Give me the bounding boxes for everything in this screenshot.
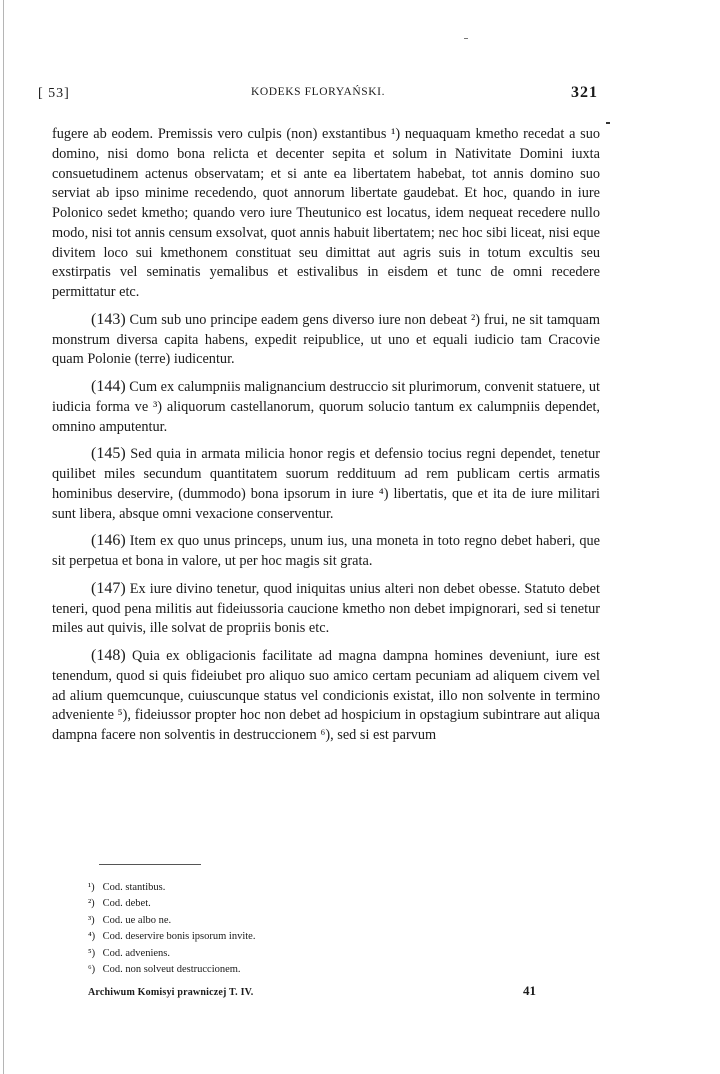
- footnotes: [88, 880, 388, 978]
- paragraph-continued: [52, 125, 600, 303]
- paragraph-text: Item ex quo unus princeps, unum ius, una moneta in toto regno debet haberi, que sit perpetua et bona in valore, ut per hoc magis sit grata.: [52, 533, 600, 569]
- footnote-text: Cod. non solveut destruccionem.: [102, 964, 241, 976]
- paragraph-number: (143): [91, 310, 126, 328]
- footnote-mark: ³): [88, 914, 95, 926]
- footnote-mark: ²): [88, 898, 95, 910]
- footnote: [88, 929, 388, 945]
- page-number: 321: [571, 84, 598, 101]
- running-title: KODEKS FLORYAŃSKI.: [250, 86, 386, 98]
- paragraph-text: Ex iure divino tenetur, quod iniquitas unius alteri non debet obesse. Statuto debet teneri, quod pena militis aut fideiussoria caucione kmetho non debet impignorari, sed si tenetur miles aut quivis, ille solvat de propriis bonis etc.: [52, 580, 600, 637]
- paragraph-number: (147): [91, 579, 126, 597]
- footnote-text: Cod. ue albo ne.: [102, 914, 172, 926]
- paragraph-145: [52, 444, 600, 524]
- footnote-text: Cod. stantibus.: [102, 882, 166, 893]
- paragraph-text: Sed quia in armata milicia honor regis et defensio tocius regni dependet, tenetur quilibet miles secundum quantitatem suorum reddituum ad rem publicam certis armatis hominibus deservire, (dummodo) bona ipsorum in iure ⁴) libertatis, que et ita de iure militari sunt libera, absque omni vexacione conserventur.: [52, 446, 600, 522]
- footnote-mark: ⁵): [88, 947, 96, 959]
- archive-imprint: Archiwum Komisyi prawniczej T. IV.: [88, 987, 254, 998]
- paragraph-text: Cum sub uno principe eadem gens diverso iure non debeat ²) frui, ne sit tamquam monstrum diversa capita habens, expedit reipublice, ut uno et equali iudicio tam Cracovie quam Polonie (terre) iudicentur.: [52, 311, 600, 368]
- paragraph-147: [52, 579, 600, 639]
- page-edge-rule: [3, 0, 4, 1074]
- scan-speck: [464, 38, 468, 39]
- footnote-text: Cod. adveniens.: [102, 947, 170, 959]
- paragraph-number: (148): [91, 647, 126, 664]
- paragraph-number: (144): [91, 378, 126, 395]
- paragraph-143: [52, 310, 600, 370]
- paragraph-text: Cum ex calumpniis malignancium destruccio sit plurimorum, convenit statuere, ut iudicia forma ve ³) aliquorum castellanorum, quorum solucio tantum ex calumpniis dependet, omnino amputentur.: [52, 379, 600, 435]
- main-text: [52, 125, 600, 753]
- paragraph-text: Quia ex obligacionis facilitate ad magna dampna homines deveniunt, iure est tenendum, quod si quis fideiubet pro aliquo suo amico certam pecuniam ad aliquem civem vel ad alium quemcunque, cuiuscunque status vel condicionis existat, illo non solvente in termino adveniente ⁵), fideiussor propter hoc non debet ad hospicium in opstagium subintrare aut aliqua dampna facere non solventis in destruccionem ⁶), sed si est parvum: [52, 648, 600, 743]
- footnote: [88, 962, 388, 978]
- paragraph-148: [52, 646, 600, 746]
- footnote-mark: ¹): [88, 882, 95, 893]
- footnote-mark: ⁴): [88, 931, 96, 943]
- signature-mark: 41: [523, 983, 536, 998]
- paragraph-146: [52, 531, 600, 572]
- paragraph-144: [52, 377, 600, 437]
- footnote-text: Cod. debet.: [102, 898, 151, 910]
- paragraph-number: (145): [91, 445, 126, 463]
- footnote-text: Cod. deservire bonis ipsorum invite.: [102, 931, 256, 943]
- footnote-separator: [99, 864, 201, 865]
- footnote: [88, 946, 388, 962]
- margin-mark: [606, 122, 610, 124]
- running-header: [38, 86, 598, 106]
- footnote: [88, 913, 388, 929]
- footnote: [88, 880, 388, 896]
- paragraph-number: (146): [91, 532, 126, 550]
- footnote: [88, 896, 388, 912]
- section-marker: [ 53]: [38, 86, 70, 101]
- footnote-mark: ⁶): [88, 964, 96, 976]
- paragraph-text: fugere ab eodem. Premissis vero culpis (non) exstantibus ¹) nequaquam kmetho recedat a suo domino, nisi domo bona relicta et decenter sepita et solum in Nativitate Domini iuxta consuetudinem actenus observatam; et si ante ea libertatem habebat, tot annis domino suo serviat ab ipso minime recedendo, quot annorum libertate gaudebat. Et hoc, quando in iure Polonico sedet kmetho; quando vero iure Theutunico est locatus, idem nequeat recedere nullo modo, nisi tot annis censum exsolvat, quot annis habuit libertatem; nec hoc sibi liceat, nisi eque divitem loco sui kmethonem constituat seu dimittat aut agris suis in totum excultis seu exstirpatis vel seminatis yemalibus et estivalibus in eisdem et tunc de omni recedere permittatur etc.: [52, 126, 600, 300]
